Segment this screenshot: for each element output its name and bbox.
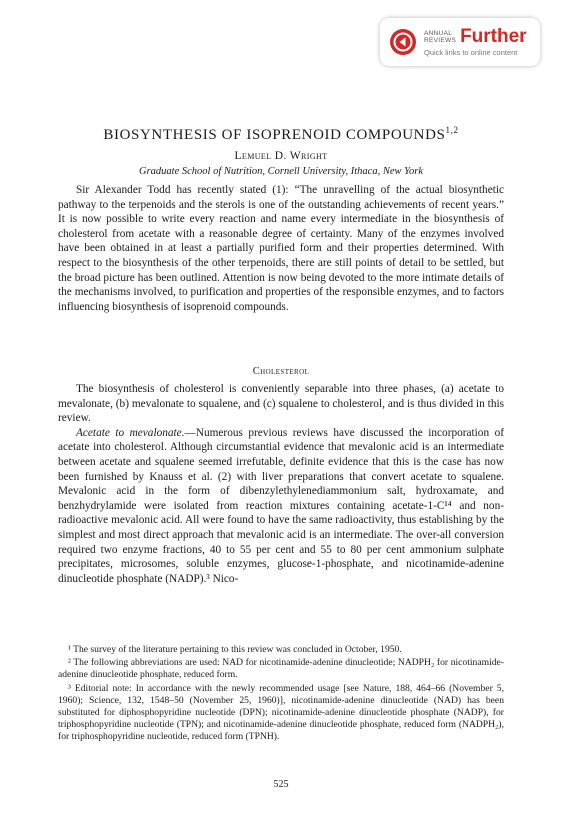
cholesterol-section	[58, 382, 504, 586]
subsection-runin-heading: Acetate to mevalonate.	[76, 426, 185, 439]
article-title-text: BIOSYNTHESIS OF ISOPRENOID COMPOUNDS	[103, 127, 446, 143]
brand-line-1: ANNUAL	[424, 30, 453, 37]
author-affiliation: Graduate School of Nutrition, Cornell University, Ithaca, New York	[139, 166, 423, 177]
play-circle-icon	[390, 29, 416, 55]
further-subtitle[interactable]: Quick links to online content	[424, 48, 518, 57]
intro-section	[58, 183, 504, 314]
section-paragraph: The biosynthesis of cholesterol is conveniently separable into three phases, (a) acetate to mevalonate, (b) mevalonate to squalene, and (c) squalene to cholesterol, and is thus divided in this review.	[58, 383, 504, 425]
footnote-3: ³ Editorial note: In accordance with the newly recommended usage [see Nature, 188, 464–66 (November 5, 1960); Science, 132, 1548–50 (November 25, 1960)], nicotinamide-adenine dinucleotide (NAD) has been substituted for diphosphopyridine nucleotide (DPN); nicotinamide-adenine dinucleotide phosphate (NADP), for triphosphopyridine nucleotide (TPN); and nicotinamide-adenine dinucleotide phosphate, reduced form (NADPH₂), for triphosphopyridine nucleotide, reduced form (TPNH).	[58, 682, 504, 743]
section-heading: Cholesterol	[252, 366, 310, 377]
footnote-2: ² The following abbreviations are used: NAD for nicotinamide-adenine dinucleotide; NADPH₂ for nicotinamide-adenine dinucleotide phosphate, reduced form.	[58, 657, 504, 681]
footnote-1: ¹ The survey of the literature pertaining to this review was concluded in October, 1950.	[68, 644, 402, 655]
article-title	[0, 125, 562, 144]
further-banner[interactable]	[380, 18, 540, 66]
author-name: Lemuel D. Wright	[234, 150, 328, 162]
further-label[interactable]: Further	[460, 26, 527, 47]
subsection-paragraph	[58, 426, 504, 587]
intro-paragraph: Sir Alexander Todd has recently stated (1): “The unravelling of the actual biosynthetic pathway to the terpenoids and the sterols is one of the outstanding achievements of recent years.” It is now possible to write every reaction and name every intermediate in the biosynthesis of cholesterol from acetate with a reasonable degree of certainty. Many of the enzymes involved have been obtained in at least a partially purified form and their properties determined. With respect to the biosynthesis of the other terpenoids, there are still points of detail to be settled, but the broad picture has been outlined. Attention is now being devoted to the more intimate details of the mechanisms involved, to purification and properties of the responsible enzymes, and to factors influencing biosynthesis of isoprenoid compounds.	[58, 184, 504, 313]
brand-line-2: REVIEWS	[424, 37, 457, 44]
subsection-text: —Numerous previous reviews have discussed the incorporation of acetate into cholesterol. Although circumstantial evidence that mevalonic acid is an intermediate between acetate and squalene seemed irrefutable, definite evidence that this is the case has now been furnished by Knauss et al. (2) with liver preparations that convert acetate to squalene. Mevalonic acid in the form of dibenzylethylenediammonium salt, hydroxamate, and benzhydrylamide were isolated from reaction mixtures containing acetate-1-C¹⁴ and non-radioactive mevalonic acid. All were found to have the same radioactivity, thus establishing by the simplest and most direct approach that mevalonic acid is an intermediate. The over-all conversion required two enzyme fractions, 40 to 55 per cent and 55 to 80 per cent ammonium sulphate precipitates, microsomes, soluble enzymes, glucose-1-phosphate, and nicotinamide-adenine dinucleotide phosphate (NADP).³ Nico-	[58, 426, 504, 585]
page-number: 525	[273, 779, 289, 790]
annual-reviews-logo	[424, 30, 456, 44]
title-footnote-markers: 1,2	[445, 125, 459, 135]
footnotes	[58, 644, 504, 744]
